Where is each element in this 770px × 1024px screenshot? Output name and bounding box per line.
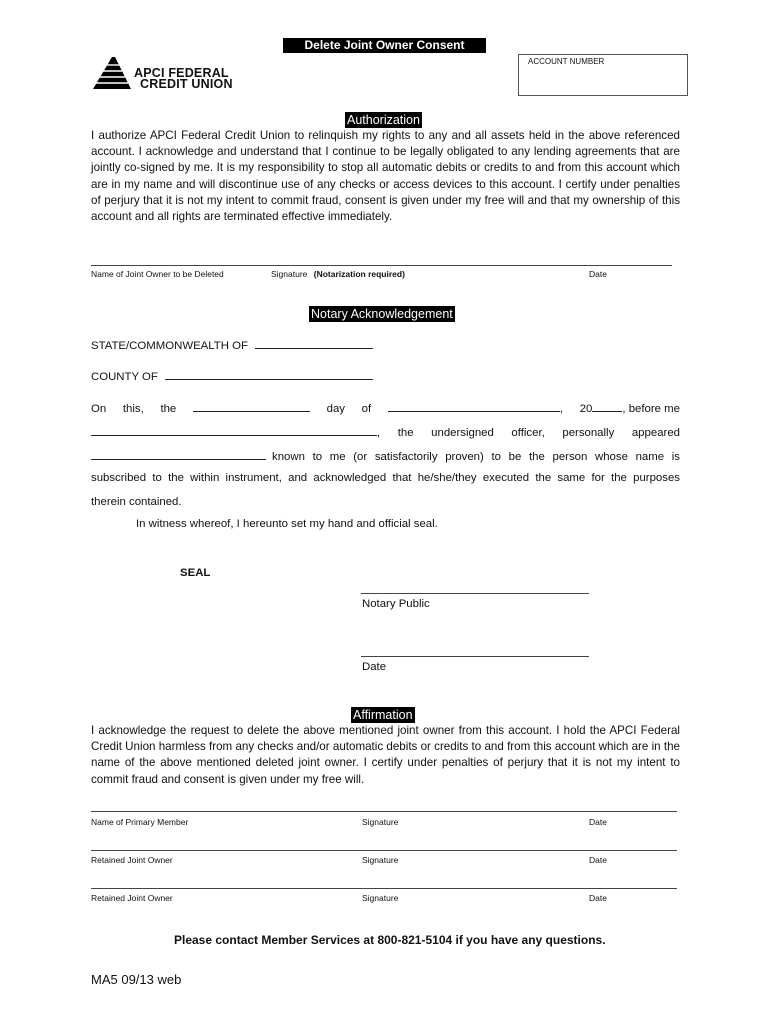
contact-text: Please contact Member Services at 800-821-5104 if you have any questions. xyxy=(174,933,606,947)
logo-mark-icon xyxy=(92,56,132,90)
month-field[interactable] xyxy=(388,400,560,412)
primary-member-date-label: Date xyxy=(589,817,607,827)
affirmation-heading: Affirmation xyxy=(353,708,413,722)
authorization-heading: Authorization xyxy=(347,113,420,127)
notary-heading: Notary Acknowledgement xyxy=(311,307,453,321)
retained-owner-1-date-label: Date xyxy=(589,855,607,865)
notarization-required-label: (Notarization required) xyxy=(313,269,405,279)
retained-owner-1-signature-label: Signature xyxy=(362,855,399,865)
day-word: day xyxy=(326,403,345,415)
therein-text: therein contained. xyxy=(91,496,182,508)
primary-member-signature-line[interactable] xyxy=(91,811,677,812)
form-title: Delete Joint Owner Consent xyxy=(283,38,486,53)
notary-public-signature-line[interactable] xyxy=(361,593,589,594)
known-person-field[interactable] xyxy=(91,448,266,460)
authorization-text: I authorize APCI Federal Credit Union to relinquish my rights to any and all assets held in the above referenced account. I acknowledge and understand that I continue to be legally obligated to any lending agreements that are jointly co-signed by me. It is my responsibility to stop all automatic debits or credits to and from this account which are in my name and will discontinue use of any checks or access devices to this account. I certify under penalties of perjury that it is not my intent to commit fraud, consent is given under my free will and that my ownership of this account and all rights are terminated effective immediately. xyxy=(91,129,680,224)
retained-owner-2-signature-label: Signature xyxy=(362,893,399,903)
this-word: this, xyxy=(122,403,144,415)
subscribed-text: subscribed to the within instrument, and acknowledged that he/she/they executed the same for the purposes xyxy=(91,472,680,484)
joint-owner-date-label: Date xyxy=(589,269,607,279)
the-word: the xyxy=(160,403,177,415)
county-label: COUNTY OF xyxy=(91,371,158,383)
primary-member-signature-label: Signature xyxy=(362,817,399,827)
county-field[interactable] xyxy=(165,368,373,380)
undersigned-officer-text: , the undersigned officer, personally appeared xyxy=(377,427,680,439)
state-field[interactable] xyxy=(255,337,373,349)
before-me-text: , before me xyxy=(622,403,680,415)
notary-line-1 xyxy=(91,400,680,415)
known-to-me-text: known to me (or satisfactorily proven) to be the person whose name is xyxy=(272,451,680,463)
year-field[interactable] xyxy=(592,400,622,412)
appeared-name-field[interactable] xyxy=(91,424,377,436)
logo-line2: CREDIT UNION xyxy=(140,77,233,91)
state-row xyxy=(91,337,373,352)
notary-public-label: Notary Public xyxy=(362,598,430,610)
joint-owner-signature-label xyxy=(271,269,405,279)
joint-owner-signature-line[interactable] xyxy=(91,265,672,266)
notary-line-2 xyxy=(91,424,680,439)
apci-logo xyxy=(92,56,252,92)
notary-date-line[interactable] xyxy=(361,656,589,657)
retained-owner-1-signature-line[interactable] xyxy=(91,850,677,851)
retained-owner-2-signature-line[interactable] xyxy=(91,888,677,889)
logo-line1: APCI FEDERAL xyxy=(134,66,229,80)
on-word: On xyxy=(91,403,107,415)
notary-date-label: Date xyxy=(362,661,387,673)
account-number-label: ACCOUNT NUMBER xyxy=(528,57,605,66)
county-row xyxy=(91,368,373,383)
state-label: STATE/COMMONWEALTH OF xyxy=(91,340,248,352)
primary-member-name-label: Name of Primary Member xyxy=(91,817,189,827)
of-word: of xyxy=(361,403,372,415)
retained-owner-2-date-label: Date xyxy=(589,893,607,903)
form-code: MA5 09/13 web xyxy=(91,972,182,987)
month-comma: , xyxy=(559,403,564,415)
year-prefix: 20 xyxy=(579,403,593,415)
signature-label-text: Signature xyxy=(271,269,308,279)
notary-line-3 xyxy=(91,448,680,463)
affirmation-text: I acknowledge the request to delete the above mentioned joint owner from this account. I hold the APCI Federal Credit Union harmless from any checks and/or automatic debits or credits to and from this account which are in the name of the above mentioned deleted joint owner. I certify under penalties of perjury that it is not my intent to commit fraud and consent is given under my free will. xyxy=(91,724,680,786)
retained-owner-2-name-label: Retained Joint Owner xyxy=(91,893,173,903)
day-number-field[interactable] xyxy=(193,400,310,412)
retained-owner-1-name-label: Retained Joint Owner xyxy=(91,855,173,865)
seal-label: SEAL xyxy=(180,567,211,579)
joint-owner-name-label: Name of Joint Owner to be Deleted xyxy=(91,269,224,279)
account-number-box[interactable] xyxy=(518,54,688,96)
witness-text: In witness whereof, I hereunto set my hand and official seal. xyxy=(136,518,438,530)
